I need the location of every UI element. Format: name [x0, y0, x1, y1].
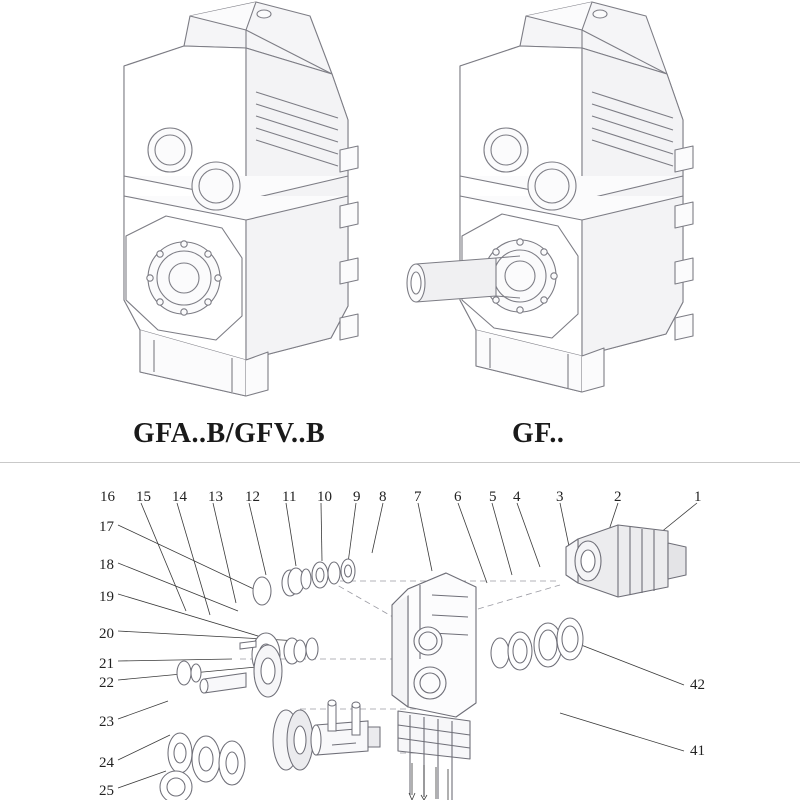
callout-13: 13 [208, 489, 223, 505]
caption-right: GF.. [512, 418, 565, 449]
callout-23: 23 [99, 714, 114, 730]
callout-25: 25 [99, 783, 114, 799]
callout-7: 7 [414, 489, 422, 505]
callout-1: 1 [694, 489, 702, 505]
callout-17: 17 [99, 519, 114, 535]
callout-18: 18 [99, 557, 114, 573]
callout-24: 24 [99, 755, 114, 771]
callout-3: 3 [556, 489, 564, 505]
callout-14: 14 [172, 489, 187, 505]
callout-9: 9 [353, 489, 361, 505]
callout-19: 19 [99, 589, 114, 605]
callout-42: 42 [690, 677, 705, 693]
callout-16: 16 [100, 489, 115, 505]
callout-2: 2 [614, 489, 622, 505]
callout-41: 41 [690, 743, 705, 759]
gearbox-illustration-right [400, 0, 700, 400]
exploded-view-drawing [0, 463, 800, 800]
exploded-view [0, 463, 800, 800]
callout-5: 5 [489, 489, 497, 505]
callout-22: 22 [99, 675, 114, 691]
caption-row [0, 412, 800, 454]
gearbox-illustration-left [96, 0, 386, 400]
callout-8: 8 [379, 489, 387, 505]
callout-12: 12 [245, 489, 260, 505]
callout-15: 15 [136, 489, 151, 505]
callout-20: 20 [99, 626, 114, 642]
caption-left: GFA..B/GFV..B [133, 418, 326, 449]
callout-6: 6 [454, 489, 462, 505]
callout-11: 11 [282, 489, 297, 505]
callout-21: 21 [99, 656, 114, 672]
callout-10: 10 [317, 489, 332, 505]
callout-4: 4 [513, 489, 521, 505]
